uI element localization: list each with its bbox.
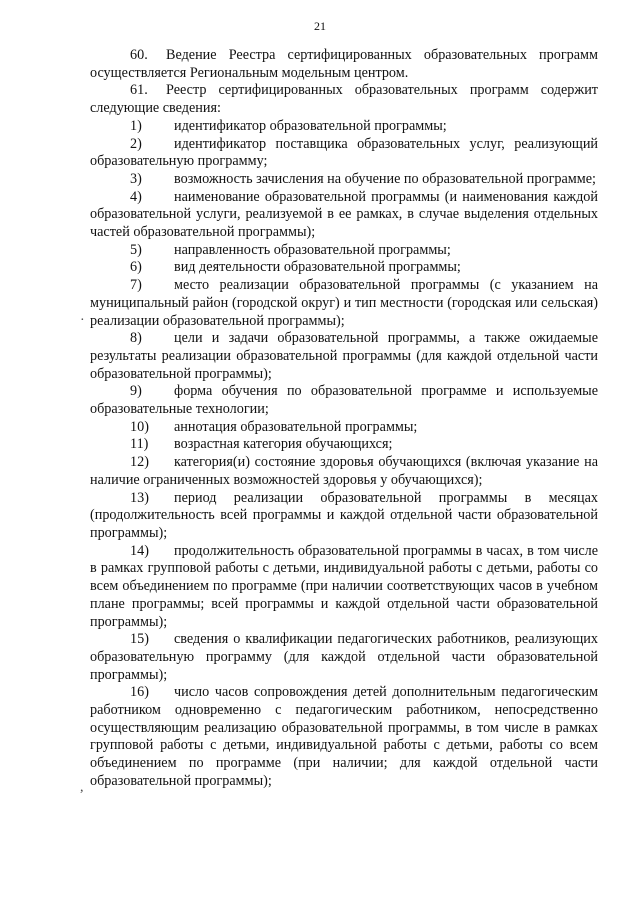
- item-number: 9): [130, 383, 142, 400]
- item-text: период реализации образовательной программы в месяцах (продолжительность всей программы и каждой отдельной части образовательной программы);: [90, 489, 598, 541]
- paragraph-61: [90, 82, 598, 117]
- item-number: 15): [130, 631, 149, 648]
- item-number: 2): [130, 135, 142, 152]
- item-number: 8): [130, 330, 142, 347]
- item-text: направленность образовательной программы;: [174, 241, 451, 258]
- paragraph-text: Ведение Реестра сертифицированных образовательных программ осуществляется Региональным модельным центром.: [90, 47, 598, 81]
- list-item-1: [90, 118, 598, 136]
- item-number: 1): [130, 117, 142, 134]
- list-item-8: [90, 330, 598, 383]
- item-text: аннотация образовательной программы;: [174, 418, 418, 435]
- scan-speck: ,: [80, 780, 84, 795]
- item-text: цели и задачи образовательной программы, а также ожидаемые результаты реализации образовательной программы (для каждой отдельной части образовательной программы);: [90, 330, 598, 382]
- list-item-15: [90, 631, 598, 684]
- item-number: 16): [130, 684, 149, 701]
- list-item-9: [90, 383, 598, 418]
- list-item-4: [90, 189, 598, 242]
- item-text: число часов сопровождения детей дополнительным педагогическим работником одновременно с педагогическим работником, непосредственно осуществляющим реализацию образовательной программы, в том числе в рамках групповой работы с детьми, индивидуальной работы с детьми, работы со всем объединением по программе (при наличии; для каждой отдельной части образовательной программы);: [90, 684, 598, 789]
- scan-speck: ·: [80, 313, 85, 328]
- item-text: возрастная категория обучающихся;: [174, 436, 393, 453]
- paragraph-60: [90, 47, 598, 82]
- list-item-11: [90, 436, 598, 454]
- item-number: 12): [130, 454, 149, 471]
- item-text: идентификатор образовательной программы;: [174, 117, 447, 134]
- list-item-6: [90, 259, 598, 277]
- item-number: 10): [130, 418, 149, 435]
- item-text: продолжительность образовательной программы в часах, в том числе в рамках групповой работы с детьми, индивидуальной работы с детьми, работы со всем объединением по программе (при наличии соответствующих часов в учебном плане программы; всей программы и каждой отдельной части образовательной программы);: [90, 542, 598, 630]
- list-item-3: [90, 171, 598, 189]
- item-text: сведения о квалификации педагогических работников, реализующих образовательную программу (для каждой отдельной части образовательной программы);: [90, 631, 598, 683]
- item-text: наименование образовательной программы (и наименования каждой образовательной услуги, реализуемой в ее рамках, в случае выделения отдельных частей образовательной программы);: [90, 188, 598, 241]
- paragraph-number: 61.: [130, 82, 148, 99]
- item-text: возможность зачисления на обучение по образовательной программе;: [174, 170, 596, 187]
- item-number: 6): [130, 259, 142, 276]
- list-item-2: [90, 136, 598, 171]
- item-number: 7): [130, 277, 142, 294]
- item-text: категория(и) состояние здоровья обучающихся (включая указание на наличие ограниченных возможностей здоровья у обучающихся);: [90, 454, 598, 488]
- list-item-13: [90, 490, 598, 543]
- item-number: 11): [130, 436, 149, 453]
- item-number: 4): [130, 188, 142, 205]
- item-text: место реализации образовательной программы (с указанием на муниципальный район (городской округ) и тип местности (городская или сельская) реализации образовательной программы);: [90, 277, 598, 329]
- item-text: вид деятельности образовательной программы;: [174, 259, 461, 276]
- paragraph-number: 60.: [130, 47, 148, 63]
- document-body: [90, 47, 598, 791]
- item-number: 3): [130, 170, 142, 187]
- item-text: идентификатор поставщика образовательных услуг, реализующий образовательную программу;: [90, 135, 598, 170]
- list-item-5: [90, 242, 598, 260]
- list-item-16: [90, 684, 598, 790]
- list-item-12: [90, 454, 598, 489]
- paragraph-text: Реестр сертифицированных образовательных программ содержит следующие сведения:: [90, 82, 598, 117]
- item-number: 13): [130, 489, 149, 506]
- list-item-7: [90, 277, 598, 330]
- item-text: форма обучения по образовательной программе и используемые образовательные технологии;: [90, 383, 598, 418]
- item-number: 14): [130, 542, 149, 559]
- list-item-10: [90, 419, 598, 437]
- list-item-14: [90, 543, 598, 632]
- item-number: 5): [130, 241, 142, 258]
- page-number: 21: [314, 19, 326, 33]
